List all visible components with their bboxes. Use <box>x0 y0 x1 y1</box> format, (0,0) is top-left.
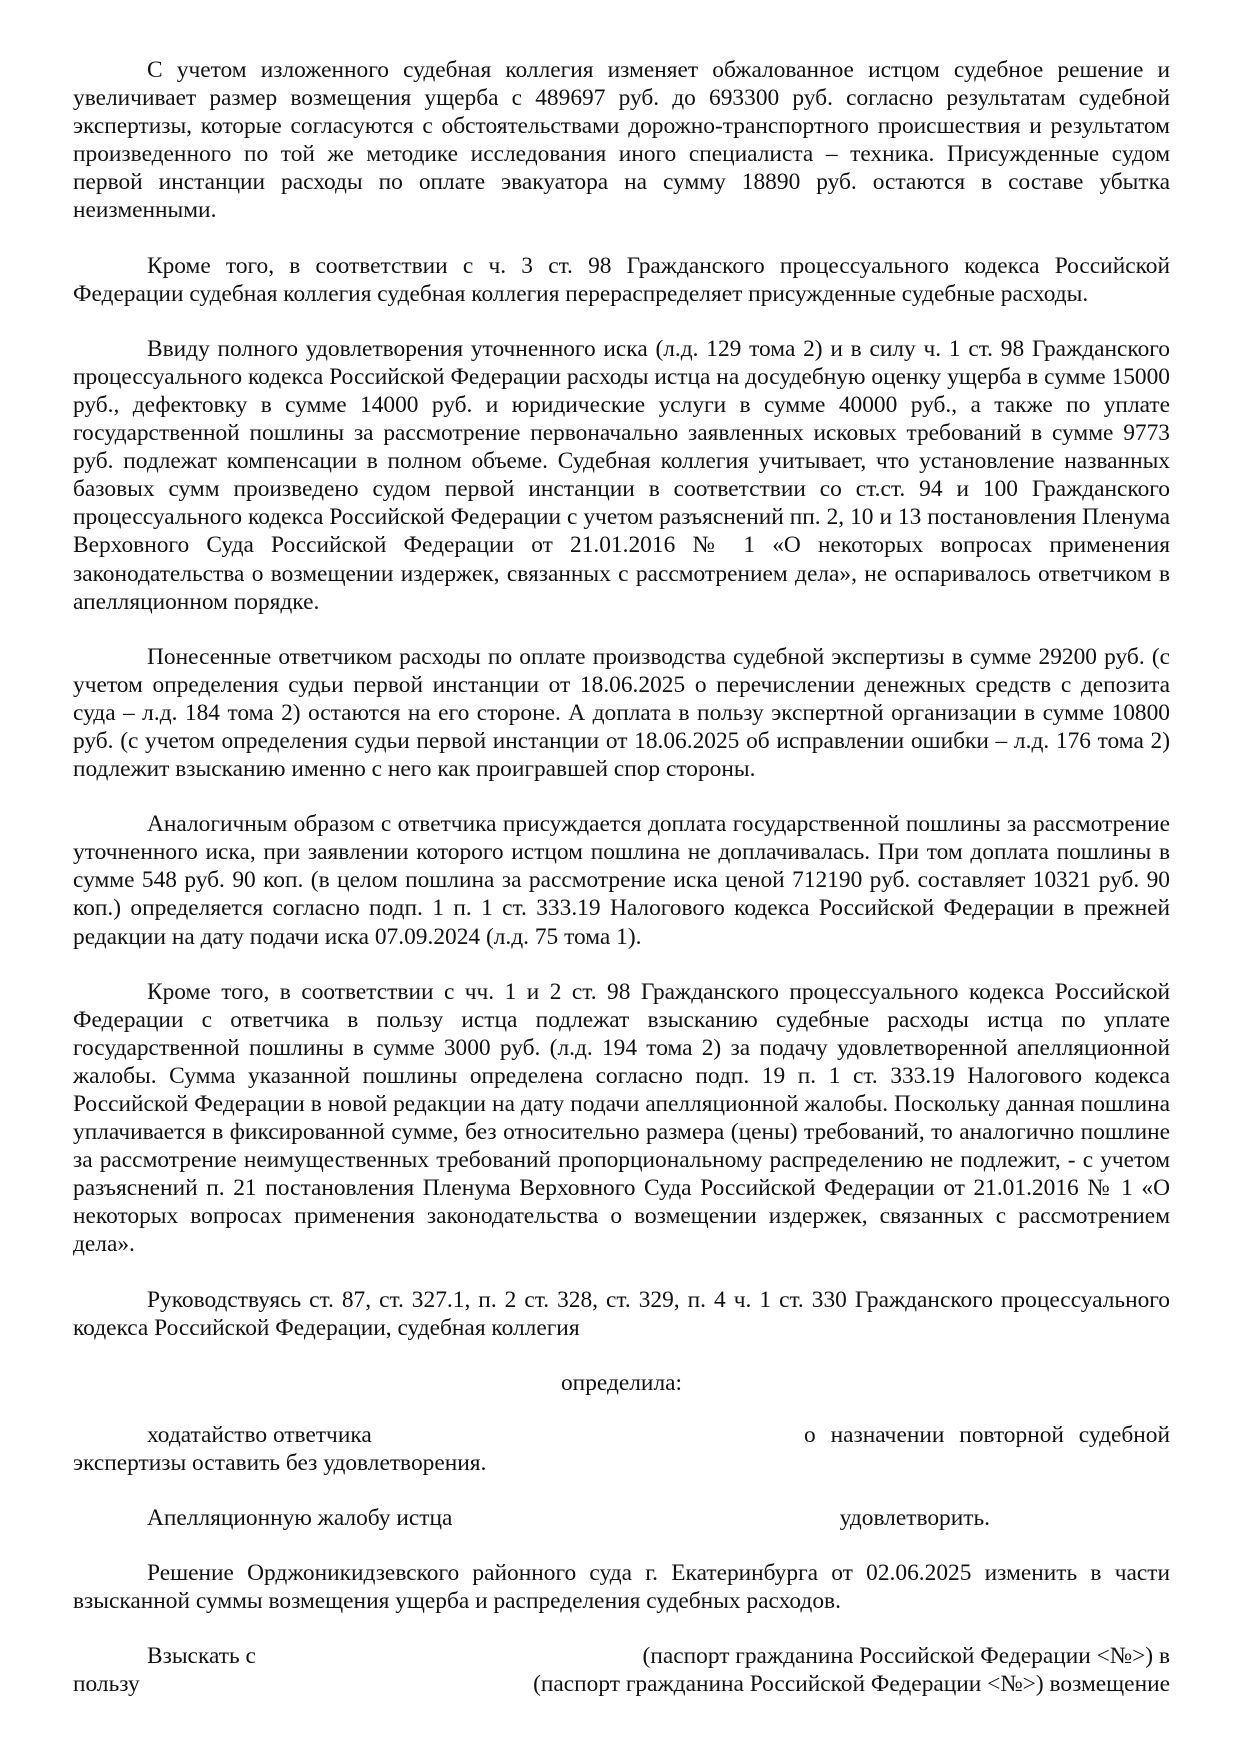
paragraph-plaintiff-expenses: Ввиду полного удовлетворения уточненного иска (л.д. 129 тома 2) и в силу ч. 1 ст. 98 Гражданского процессуального кодекса Российской Федерации расходы истца на досудебную оценку ущерба в сумме 15000 руб., дефектовку в сумме 14000 руб. и юридические услуги в сумме 40000 руб., а также по уплате государственной пошлины за рассмотрение первоначально заявленных исковых требований в сумме 9773 руб. подлежат компенсации в полном объеме. Судебная коллегия учитывает, что установление названных базовых сумм произведено судом первой инстанции в соответствии со ст.ст. 94 и 100 Гражданского процессуального кодекса Российской Федерации с учетом разъяснений пп. 2, 10 и 13 постановления Пленума Верховного Суда Российской Федерации от 21.01.2016 № 1 «О некоторых вопросах применения законодательства о возмещении издержек, связанных с рассмотрением дела», не оспаривалось ответчиком в апелляционном порядке. <box>73 335 1170 615</box>
recover-line-1-left: Взыскать с <box>147 1643 256 1670</box>
paragraph-costs-redistribution: Кроме того, в соответствии с ч. 3 ст. 98 Гражданского процессуального кодекса Российской Федерации судебная коллегия судебная коллегия перераспределяет присужденные судебные расходы. <box>73 252 1170 307</box>
petition-line <box>73 1421 1170 1449</box>
appeal-block <box>73 1504 1170 1532</box>
petition-continuation: экспертизы оставить без удовлетворения. <box>73 1449 487 1476</box>
recover-block <box>73 1642 1170 1698</box>
resolution-heading: определила: <box>560 1369 682 1396</box>
paragraph-state-duty-surcharge: Аналогичным образом с ответчика присуждается доплата государственной пошлины за рассмотрение уточненного иска, при заявлении которого истцом пошлина не доплачивалась. При том доплата пошлины в сумме 548 руб. 90 коп. (в целом пошлина за рассмотрение иска ценой 712190 руб. составляет 10321 руб. 90 коп.) определяется согласно подп. 1 п. 1 ст. 333.19 Налогового кодекса Российской Федерации в прежней редакции на дату подачи иска 07.09.2024 (л.д. 75 тома 1). <box>73 811 1170 950</box>
recover-line-2-right: (паспорт гражданина Российской Федерации <№>) возмещение <box>533 1671 1170 1698</box>
appeal-left-text: Апелляционную жалобу истца <box>147 1505 453 1532</box>
petition-block <box>73 1421 1170 1477</box>
paragraph-appeal-duty: Кроме того, в соответствии с чч. 1 и 2 ст. 98 Гражданского процессуального кодекса Российской Федерации с ответчика в пользу истца подлежат взысканию судебные расходы истца по уплате государственной пошлины в сумме 3000 руб. (л.д. 194 тома 2) за подачу удовлетворенной апелляционной жалобы. Сумма указанной пошлины определена согласно подп. 19 п. 1 ст. 333.19 Налогового кодекса Российской Федерации в новой редакции на дату подачи апелляционной жалобы. Поскольку данная пошлина уплачивается в фиксированной сумме, без относительно размера (цены) требований, то аналогично пошлине за рассмотрение неимущественных требований пропорциональному распределению не подлежит, - с учетом разъяснений п. 21 постановления Пленума Верховного Суда Российской Федерации от 21.01.2016 № 1 «О некоторых вопросах применения законодательства о возмещении издержек, связанных с рассмотрением дела». <box>73 978 1170 1258</box>
recover-line-2 <box>73 1670 1170 1698</box>
paragraph-damage-increase: С учетом изложенного судебная коллегия изменяет обжалованное истцом судебное решение и увеличивает размер возмещения ущерба с 489697 руб. до 693300 руб. согласно результатам судебной экспертизы, которые согласуются с обстоятельствами дорожно-транспортного происшествия и результатом произведенного по той же методике исследования иного специалиста – техника. Присужденные судом первой инстанции расходы по оплате эвакуатора на сумму 18890 руб. остаются в составе убытка неизменными. <box>73 57 1170 224</box>
appeal-right-text: удовлетворить. <box>839 1505 990 1532</box>
petition-left-text: ходатайство ответчика <box>147 1421 372 1448</box>
appeal-line <box>73 1504 1170 1532</box>
recover-line-1-right: (паспорт гражданина Российской Федерации <№>) в <box>642 1643 1170 1670</box>
paragraph-guided-by: Руководствуясь ст. 87, ст. 327.1, п. 2 ст. 328, ст. 329, п. 4 ч. 1 ст. 330 Гражданского процессуального кодекса Российской Федерации, судебная коллегия <box>73 1286 1170 1341</box>
recover-line-1 <box>73 1642 1170 1670</box>
petition-right-text: о назначении повторной судебной <box>804 1421 1170 1448</box>
paragraph-expertise-costs: Понесенные ответчиком расходы по оплате производства судебной экспертизы в сумме 29200 руб. (с учетом определения судьи первой инстанции от 18.06.2025 о перечислении денежных средств с депозита суда – л.д. 184 тома 2) остаются на его стороне. А доплата в пользу экспертной организации в сумме 10800 руб. (с учетом определения судьи первой инстанции от 18.06.2025 об исправлении ошибки – л.д. 176 тома 2) подлежит взысканию именно с него как проигравшей спор стороны. <box>73 643 1170 783</box>
paragraph-decision-change: Решение Орджоникидзевского районного суда г. Екатеринбурга от 02.06.2025 изменить в части взысканной суммы возмещения ущерба и распределения судебных расходов. <box>73 1560 1170 1615</box>
recover-line-2-left: пользу <box>73 1671 140 1698</box>
